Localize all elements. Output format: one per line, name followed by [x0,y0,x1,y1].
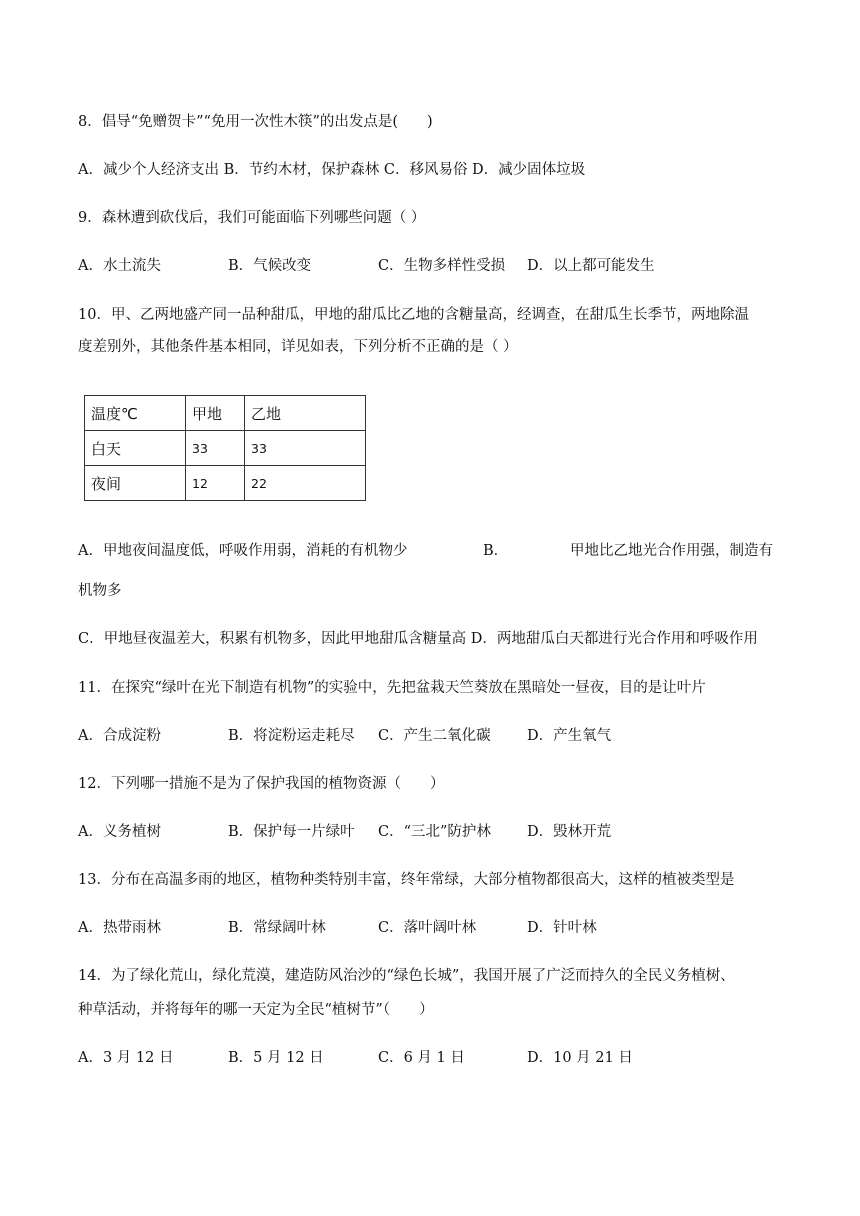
q10-option-b-text: 甲地比乙地光合作用强，制造有 [570,543,773,559]
q10-stem-line2: 度差别外，其他条件基本相同，详见如表，下列分析不正确的是（ ） [78,339,518,355]
table-cell: 33 [186,431,245,466]
table-cell: 12 [186,466,245,501]
q14-stem-line2: 种草活动，并将每年的哪一天定为全民“植树节”（ ） [78,1002,434,1018]
table-cell: 夜间 [85,466,186,501]
q10-stem-line1: 10．甲、乙两地盛产同一品种甜瓜，甲地的甜瓜比乙地的含糖量高，经调查，在甜瓜生长季节，两地除温 [78,307,749,323]
q10-options-cd: C．甲地昼夜温差大，积累有机物多，因此甲地甜瓜含糖量高 D．两地甜瓜白天都进行光合作用和呼吸作用 [78,631,758,647]
q11-option-b: B．将淀粉运走耗尽 [228,728,355,744]
q10-option-b-label: B． [483,543,509,559]
q13-option-d: D．针叶林 [527,920,597,936]
q11-option-c: C．产生二氧化碳 [378,728,491,744]
q13-option-b: B．常绿阔叶林 [228,920,326,936]
q13-option-a: A．热带雨林 [78,920,161,936]
q9-option-a: A．水土流失 [78,258,161,274]
q12-stem: 12．下列哪一措施不是为了保护我国的植物资源（ ） [78,776,445,792]
table-header-cell: 甲地 [186,396,245,431]
table-header-cell: 乙地 [245,396,366,431]
table-row [85,466,366,501]
table-row [85,431,366,466]
q14-option-a: A．3 月 12 日 [78,1050,174,1066]
table-header-row [85,396,366,431]
q11-option-d: D．产生氧气 [527,728,612,744]
q13-option-c: C．落叶阔叶林 [378,920,477,936]
q14-option-d: D．10 月 21 日 [527,1050,633,1066]
q9-option-c: C．生物多样性受损 [378,258,506,274]
q9-option-d: D．以上都可能发生 [527,258,655,274]
table-cell: 33 [245,431,366,466]
q9-option-b: B．气候改变 [228,258,312,274]
table-header-cell: 温度℃ [85,396,186,431]
q13-stem: 13．分布在高温多雨的地区，植物种类特别丰富，终年常绿，大部分植物都很高大，这样的植被类型是 [78,872,735,888]
q12-option-a: A．义务植树 [78,824,161,840]
q14-stem-line1: 14．为了绿化荒山，绿化荒漠，建造防风治沙的“绿色长城”，我国开展了广泛而持久的全民义务植树、 [78,968,735,984]
q12-option-d: D．毁林开荒 [527,824,612,840]
q8-stem: 8．倡导“免赠贺卡”“免用一次性木筷”的出发点是( ) [78,114,433,130]
q14-option-b: B．5 月 12 日 [228,1050,324,1066]
q11-option-a: A．合成淀粉 [78,728,161,744]
q9-stem: 9．森林遭到砍伐后，我们可能面临下列哪些问题（ ） [78,210,426,226]
table-cell: 白天 [85,431,186,466]
q12-option-b: B．保护每一片绿叶 [228,824,355,840]
temperature-table [84,395,366,501]
q14-option-c: C．6 月 1 日 [378,1050,465,1066]
q10-option-b-continued: 机物多 [78,583,122,599]
table-cell: 22 [245,466,366,501]
q11-stem: 11．在探究“绿叶在光下制造有机物”的实验中，先把盆栽天竺葵放在黑暗处一昼夜，目的是让叶片 [78,680,706,696]
q8-options: A．减少个人经济支出 B．节约木材，保护森林 C．移风易俗 D．减少固体垃圾 [78,162,586,178]
q10-option-a: A．甲地夜间温度低，呼吸作用弱，消耗的有机物少 [78,543,408,559]
q12-option-c: C．“三北”防护林 [378,824,491,840]
